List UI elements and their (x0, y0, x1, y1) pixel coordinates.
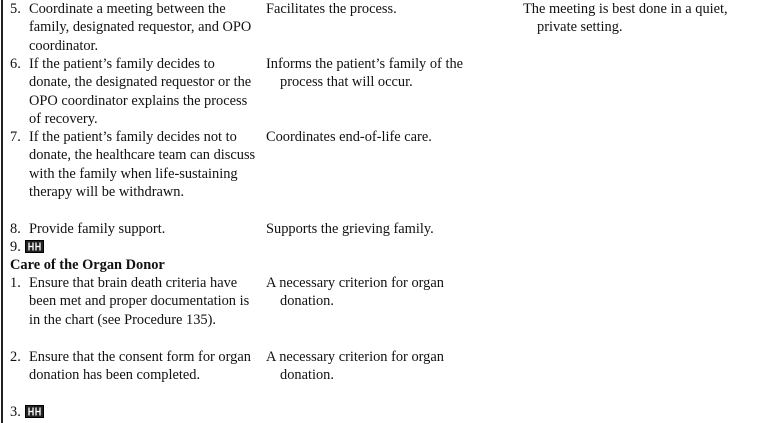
donor-rationale-2 (266, 348, 496, 385)
rationale-text: Supports the grieving family. (266, 221, 434, 237)
section-title: Care of the Organ Donor (10, 257, 165, 273)
step-number: 1. (10, 275, 21, 291)
rationale-7 (266, 128, 496, 146)
step-text: Provide family support. (29, 221, 166, 237)
rationale-text: A necessary criterion for organ donation. (266, 275, 444, 310)
step-9 (10, 238, 255, 256)
step-number: 9. (10, 239, 21, 255)
step-number: 2. (10, 349, 21, 365)
step-number: 7. (10, 129, 21, 145)
donor-step-2 (10, 348, 255, 384)
rationale-5 (266, 0, 496, 18)
step-5 (10, 0, 255, 54)
rationale-6 (266, 55, 496, 92)
rationale-8 (266, 220, 496, 238)
step-text: Ensure that brain death criteria have been met and proper documentation is in the chart (see Procedure 135). (29, 275, 250, 328)
rationale-text: Informs the patient’s family of the process that will occur. (266, 56, 464, 91)
key-point-text: The meeting is best done in a quiet, private setting. (523, 1, 728, 36)
rationale-text: Facilitates the process. (266, 1, 397, 17)
step-number: 8. (10, 221, 21, 237)
step-number: 3. (10, 404, 21, 420)
donor-step-3 (10, 403, 255, 421)
rationale-text: Coordinates end-of-life care. (266, 129, 432, 145)
donor-step-1 (10, 274, 255, 328)
step-number: 6. (10, 56, 21, 72)
step-text: If the patient’s family decides not to donate, the healthcare team can discuss with the family when life-sustaining therapy will be withdrawn. (29, 129, 256, 200)
key-point-5 (523, 0, 763, 37)
step-7 (10, 128, 256, 200)
step-6 (10, 55, 255, 127)
step-number: 5. (10, 1, 21, 17)
step-text: If the patient’s family decides to donate, the designated requestor or the OPO coordinator explains the process of recovery. (29, 56, 252, 127)
hand-hygiene-icon (25, 240, 44, 253)
donor-rationale-1 (266, 274, 496, 311)
rationale-text: A necessary criterion for organ donation. (266, 349, 444, 384)
step-text: Ensure that the consent form for organ donation has been completed. (29, 349, 251, 384)
step-8 (10, 220, 255, 238)
hand-hygiene-icon (25, 405, 44, 418)
left-margin-rule (1, 0, 3, 423)
step-text: Coordinate a meeting between the family, designated requestor, and OPO coordinator. (29, 1, 252, 54)
